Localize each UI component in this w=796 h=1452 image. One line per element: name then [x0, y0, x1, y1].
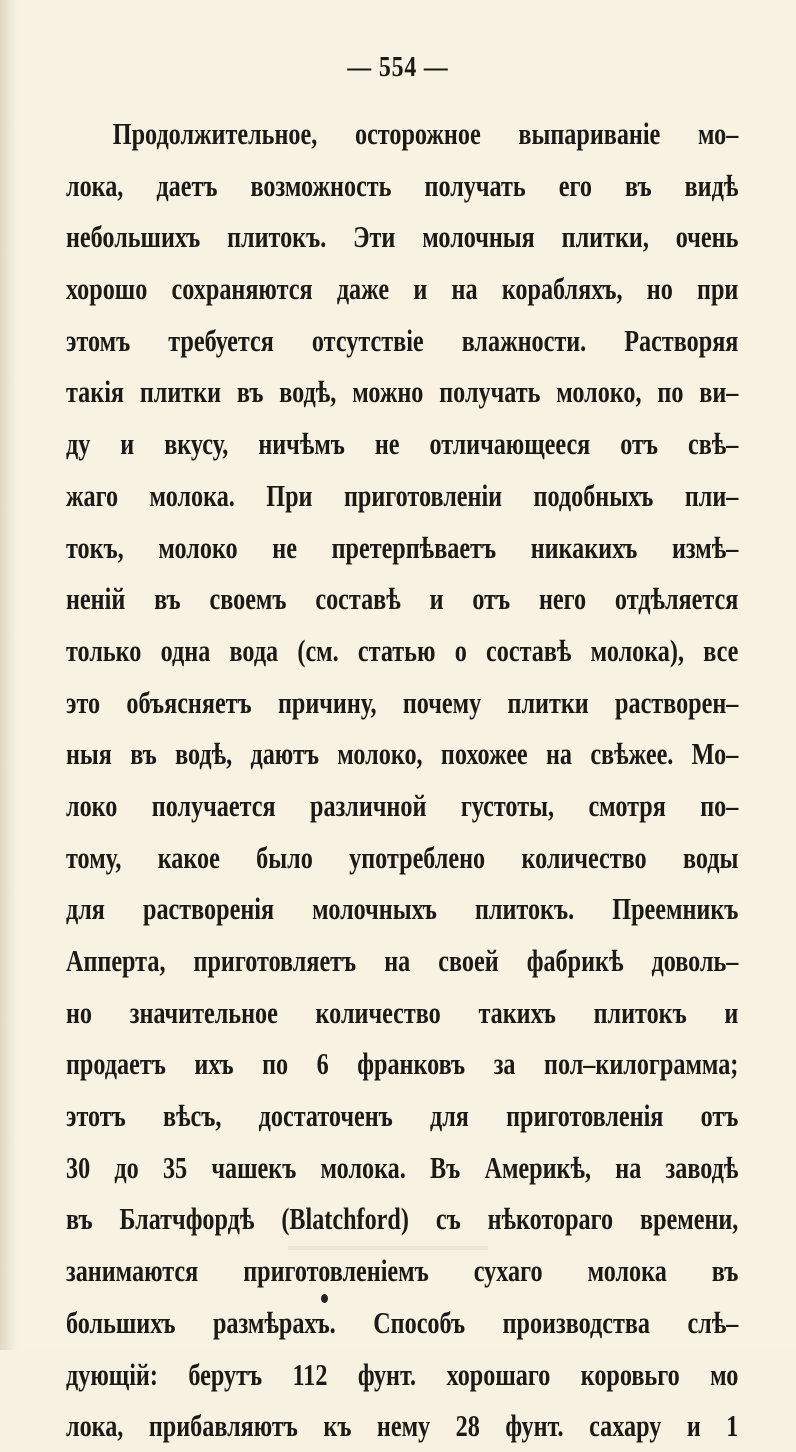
text-line: только одна вода (см. статью о составѣ молока), все — [66, 632, 739, 668]
text-line: этотъ вѣсъ, достаточенъ для приготовленія отъ — [66, 1098, 739, 1134]
text-line: продаетъ ихъ по 6 франковъ за пол–килограмма; — [66, 1046, 739, 1082]
text-line: для растворенія молочныхъ плитокъ. Преемникъ — [66, 891, 739, 927]
text-line: локо получается различной густоты, смотря по– — [66, 787, 739, 823]
text-line: этомъ требуется отсутствіе влажности. Растворяя — [66, 322, 739, 358]
text-line: ду и вкусу, ничѣмъ не отличающееся отъ свѣ– — [66, 426, 739, 462]
page-number: — 554 — — [347, 52, 449, 83]
text-line: Продолжительное, осторожное выпариваніе мо– — [112, 116, 739, 151]
text-line: дующій: берутъ 112 фунт. хорошаго коровьго мо — [66, 1356, 739, 1392]
text-line: ныя въ водѣ, даютъ молоко, похожее на свѣжее. Мо– — [66, 736, 739, 772]
page-gutter-shadow — [0, 0, 18, 1350]
text-line: но значительное количество такихъ плитокъ и — [66, 994, 739, 1030]
text-line: жаго молока. При приготовленіи подобныхъ пли– — [66, 477, 739, 513]
text-line: неній въ своемъ составѣ и отъ него отдѣляется — [66, 581, 739, 617]
text-line: тому, какое было употреблено количество воды — [66, 839, 739, 875]
text-line: такія плитки въ водѣ, можно получать молоко, по ви– — [66, 374, 739, 410]
text-line: хорошо сохраняются даже и на корабляхъ, но при — [66, 271, 739, 307]
text-line: небольшихъ плитокъ. Эти молочныя плитки, очень — [66, 219, 739, 255]
text-line: въ Блатчфордѣ (Blatchford) съ нѣкотораго времени, — [66, 1201, 739, 1237]
text-line: занимаются приготовленіемъ сухаго молока въ — [66, 1253, 739, 1289]
text-line: большихъ размѣрахъ. Способъ производства слѣ– — [66, 1304, 739, 1340]
text-line: лока, прибавляютъ къ нему 28 фунт. сахару и 1 — [66, 1408, 739, 1444]
text-line: Апперта, приготовляетъ на своей фабрикѣ доволь– — [66, 943, 739, 978]
text-line: это объясняетъ причину, почему плитки растворен– — [66, 684, 739, 720]
text-line: лока, даетъ возможность получать его въ видѣ — [66, 167, 739, 203]
bleed-through-mark — [288, 1246, 488, 1250]
text-line: 30 до 35 чашекъ молока. Въ Америкѣ, на заводѣ — [66, 1149, 739, 1185]
body-text — [66, 108, 738, 1452]
text-line: токъ, молоко не претерпѣваетъ никакихъ измѣ– — [66, 529, 739, 565]
ink-dot — [321, 1294, 328, 1303]
